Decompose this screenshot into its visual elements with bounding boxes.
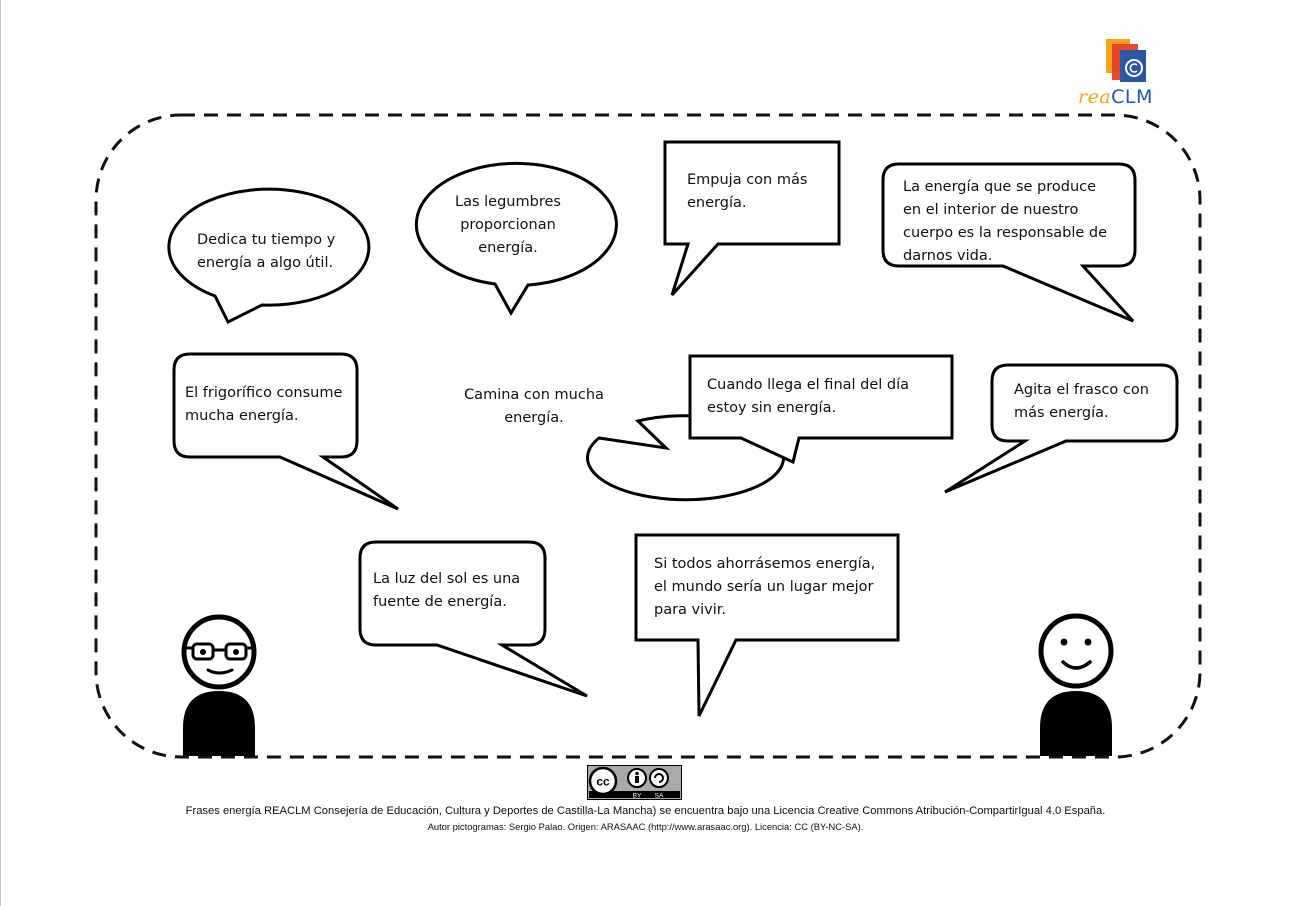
author-credit-text: Autor pictogramas: Sergio Palao. Origen: ARASAAC (http://www.arasaac.org). Licencia: CC (BY-NC-SA). (427, 821, 864, 832)
reaclm-logo-text (1078, 86, 1153, 108)
bubble-text-frigorifico: El frigorífico consume mucha energía. (185, 385, 343, 424)
bubble-text-dedica: Dedica tu tiempo y energía a algo útil. (197, 232, 336, 271)
logo-text-clm: CLM (1111, 86, 1153, 108)
speech-bubble-luz-sol (360, 542, 587, 696)
bubble-text-legumbres: Las legumbres proporcionan energía. (455, 194, 561, 256)
bubble-text-frasco: Agita el frasco con más energía. (1014, 382, 1149, 421)
svg-text:cc: cc (596, 774, 610, 789)
bubble-text-final-dia: Cuando llega el final del día estoy sin energía. (707, 377, 910, 416)
speech-bubble-empuja (665, 142, 839, 295)
bubble-text-empuja: Empuja con más energía. (687, 172, 808, 211)
svg-text:BY: BY (632, 792, 642, 800)
bubble-text-luz-sol: La luz del sol es una fuente de energía. (373, 571, 521, 610)
cc-by-sa-badge (587, 765, 682, 800)
license-text: Frases energía REACLM Consejería de Educación, Cultura y Deportes de Castilla-La Mancha) se encuentra bajo una Licencia Creative Commons Atribución-CompartirIgual 4.0 España. (185, 805, 1106, 817)
bubble-text-camina: Camina con mucha energía. (464, 387, 604, 426)
smiling-person-pictogram (1040, 616, 1112, 756)
speech-bubble-frigorifico (174, 354, 398, 509)
bubble-text-ahorrasemos: Si todos ahorrásemos energía, el mundo sería un lugar mejor para vivir. (654, 556, 876, 618)
bubble-text-interior: La energía que se produce en el interior de nuestro cuerpo es la responsable de darnos vida. (903, 179, 1108, 264)
person-with-glasses-pictogram (183, 617, 255, 756)
logo-text-rea: rea (1078, 86, 1112, 108)
svg-text:SA: SA (654, 792, 664, 800)
